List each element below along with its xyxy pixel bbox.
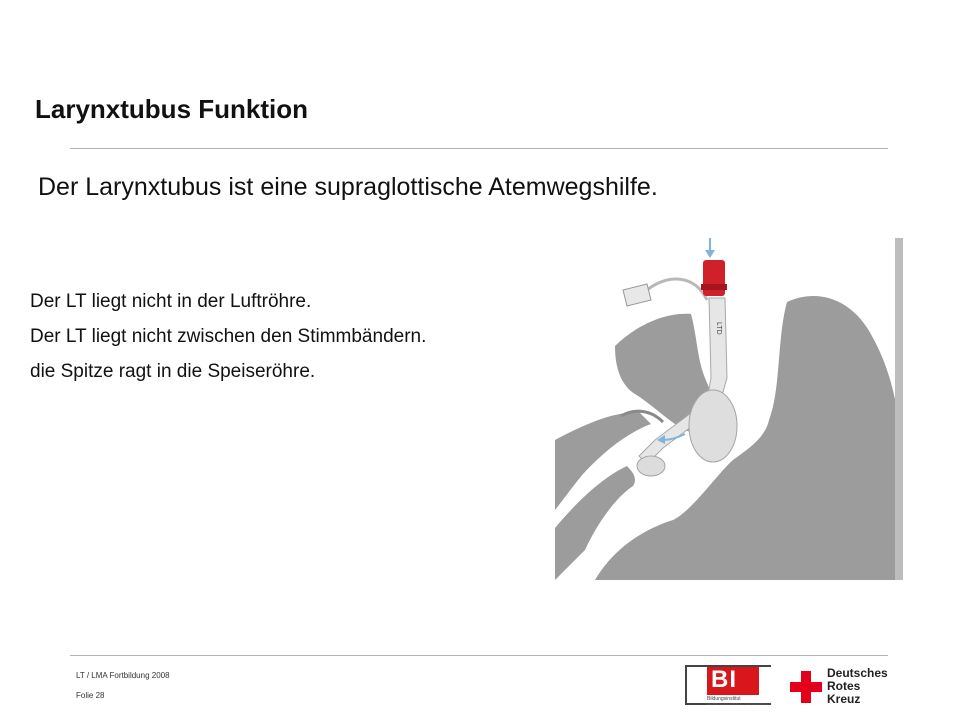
bullet-item: Der LT liegt nicht in der Luftröhre. <box>30 291 312 312</box>
footer-slide-number: Folie 28 <box>76 691 105 700</box>
logo-bi-letters: BI <box>711 666 737 693</box>
tube-connector-ring <box>701 284 727 290</box>
airflow-arrowhead-top <box>705 250 715 258</box>
bullet-item: die Spitze ragt in die Speiseröhre. <box>30 361 316 382</box>
tube-label: LTD <box>715 322 722 335</box>
footer-course: LT / LMA Fortbildung 2008 <box>76 671 170 680</box>
logo-bi-subtitle: Bildungsinstitut <box>707 696 741 702</box>
posterior-wall <box>895 238 903 580</box>
title-divider <box>70 148 888 149</box>
drk-line-1: Deutsches <box>827 666 888 680</box>
pilot-balloon <box>623 284 651 306</box>
slide-subtitle: Der Larynxtubus ist eine supraglottische Atemwegshilfe. <box>38 173 658 201</box>
larynxtubus-illustration <box>555 228 905 580</box>
drk-line-2: Rotes <box>827 679 861 693</box>
distal-cuff <box>637 456 665 476</box>
drk-logo <box>790 667 900 707</box>
drk-line-3: Kreuz <box>827 692 861 706</box>
slide-title: Larynxtubus Funktion <box>35 94 308 124</box>
red-cross-icon <box>790 671 822 703</box>
tube-connector <box>703 260 725 296</box>
footer-divider <box>70 655 888 656</box>
drk-wordmark <box>827 667 888 706</box>
bullet-list <box>30 290 450 395</box>
logo-bi-subline: des DRK-Landesverbandes Rheinland-Pfalz e.V. <box>707 702 772 706</box>
bildungsinstitut-logo <box>685 665 775 707</box>
proximal-cuff <box>689 390 737 462</box>
pilot-line <box>647 279 707 300</box>
airway-diagram <box>555 228 905 580</box>
bullet-item: Der LT liegt nicht zwischen den Stimmbändern. <box>30 326 427 347</box>
